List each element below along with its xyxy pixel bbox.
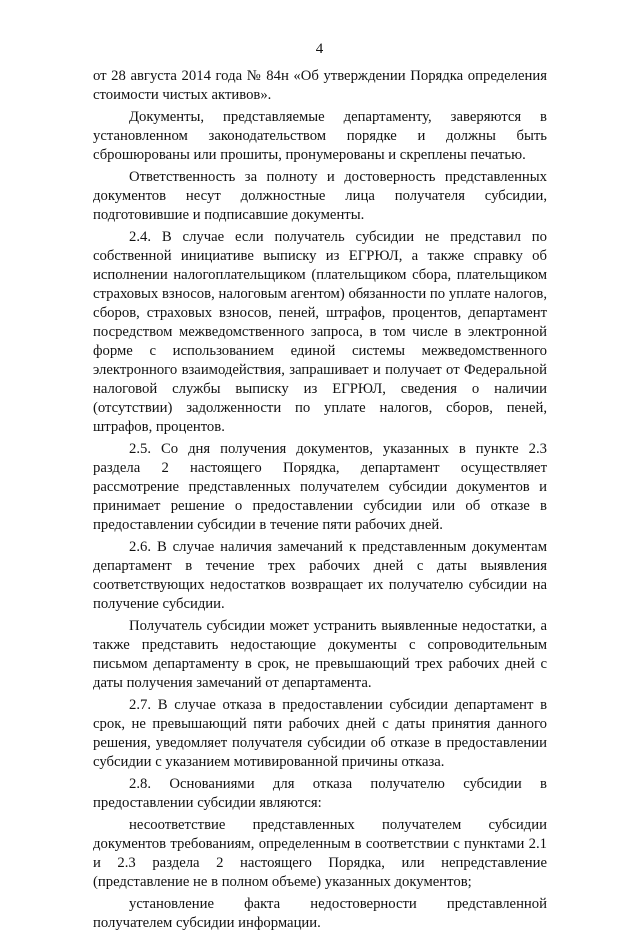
paragraph-1: от 28 августа 2014 года № 84н «Об утверждении Порядка определения стоимости чистых активов». [93, 68, 547, 103]
page-number: 4 [315, 41, 324, 57]
paragraph-9: 2.8. Основаниями для отказа получателю субсидии в предоставлении субсидии являются: [93, 776, 547, 811]
paragraph-6: 2.6. В случае наличия замечаний к представленным документам департамент в течение трех рабочих дней с даты выявления соответствующих недостатков возвращает их получателю субсидии на получение субсидии. [93, 539, 547, 612]
paragraph-10: несоответствие представленных получателем субсидии документов требованиям, определенным в соответствии с пунктами 2.1 и 2.3 раздела 2 настоящего Порядка, или непредставление (представление не в полном объеме) указанных документов; [93, 817, 547, 890]
paragraph-5: 2.5. Со дня получения документов, указанных в пункте 2.3 раздела 2 настоящего Порядка, департамент осуществляет рассмотрение представленных получателем субсидии документов и принимает решение о предоставлении субсидии или об отказе в предоставлении субсидии в течение пяти рабочих дней. [93, 441, 547, 533]
document-body [93, 67, 547, 936]
paragraph-3: Ответственность за полноту и достоверность представленных документов несут должностные лица получателя субсидии, подготовившие и подписавшие документы. [93, 169, 547, 223]
paragraph-2: Документы, представляемые департаменту, заверяются в установленном законодательством порядке и должны быть сброшюрованы или прошиты, пронумерованы и скреплены печатью. [93, 109, 547, 163]
paragraph-4: 2.4. В случае если получатель субсидии не представил по собственной инициативе выписку из ЕГРЮЛ, а также справку об исполнении налогоплательщиком (плательщиком сбора, плательщиком страховых взносов, налоговым агентом) обязанности по уплате налогов, сборов, страховых взносов, пеней, штрафов, процентов, департамент посредством межведомственного запроса, в том числе в электронной форме с использованием единой системы межведомственного электронного взаимодействия, запрашивает и получает от Федеральной налоговой службы выписку из ЕГРЮЛ, сведения о наличии (отсутствии) задолженности по уплате налогов, сборов, пеней, штрафов, процентов. [93, 229, 547, 435]
paragraph-7: Получатель субсидии может устранить выявленные недостатки, а также представить недостающие документы с сопроводительным письмом департаменту в срок, не превышающий трех рабочих дней с даты получения замечаний от департамента. [93, 618, 547, 691]
paragraph-11: установление факта недостоверности представленной получателем субсидии информации. [93, 896, 547, 931]
paragraph-8: 2.7. В случае отказа в предоставлении субсидии департамент в срок, не превышающий пяти рабочих дней с даты принятия данного решения, уведомляет получателя субсидии об отказе в предоставлении субсидии с указанием мотивированной причины отказа. [93, 697, 547, 770]
